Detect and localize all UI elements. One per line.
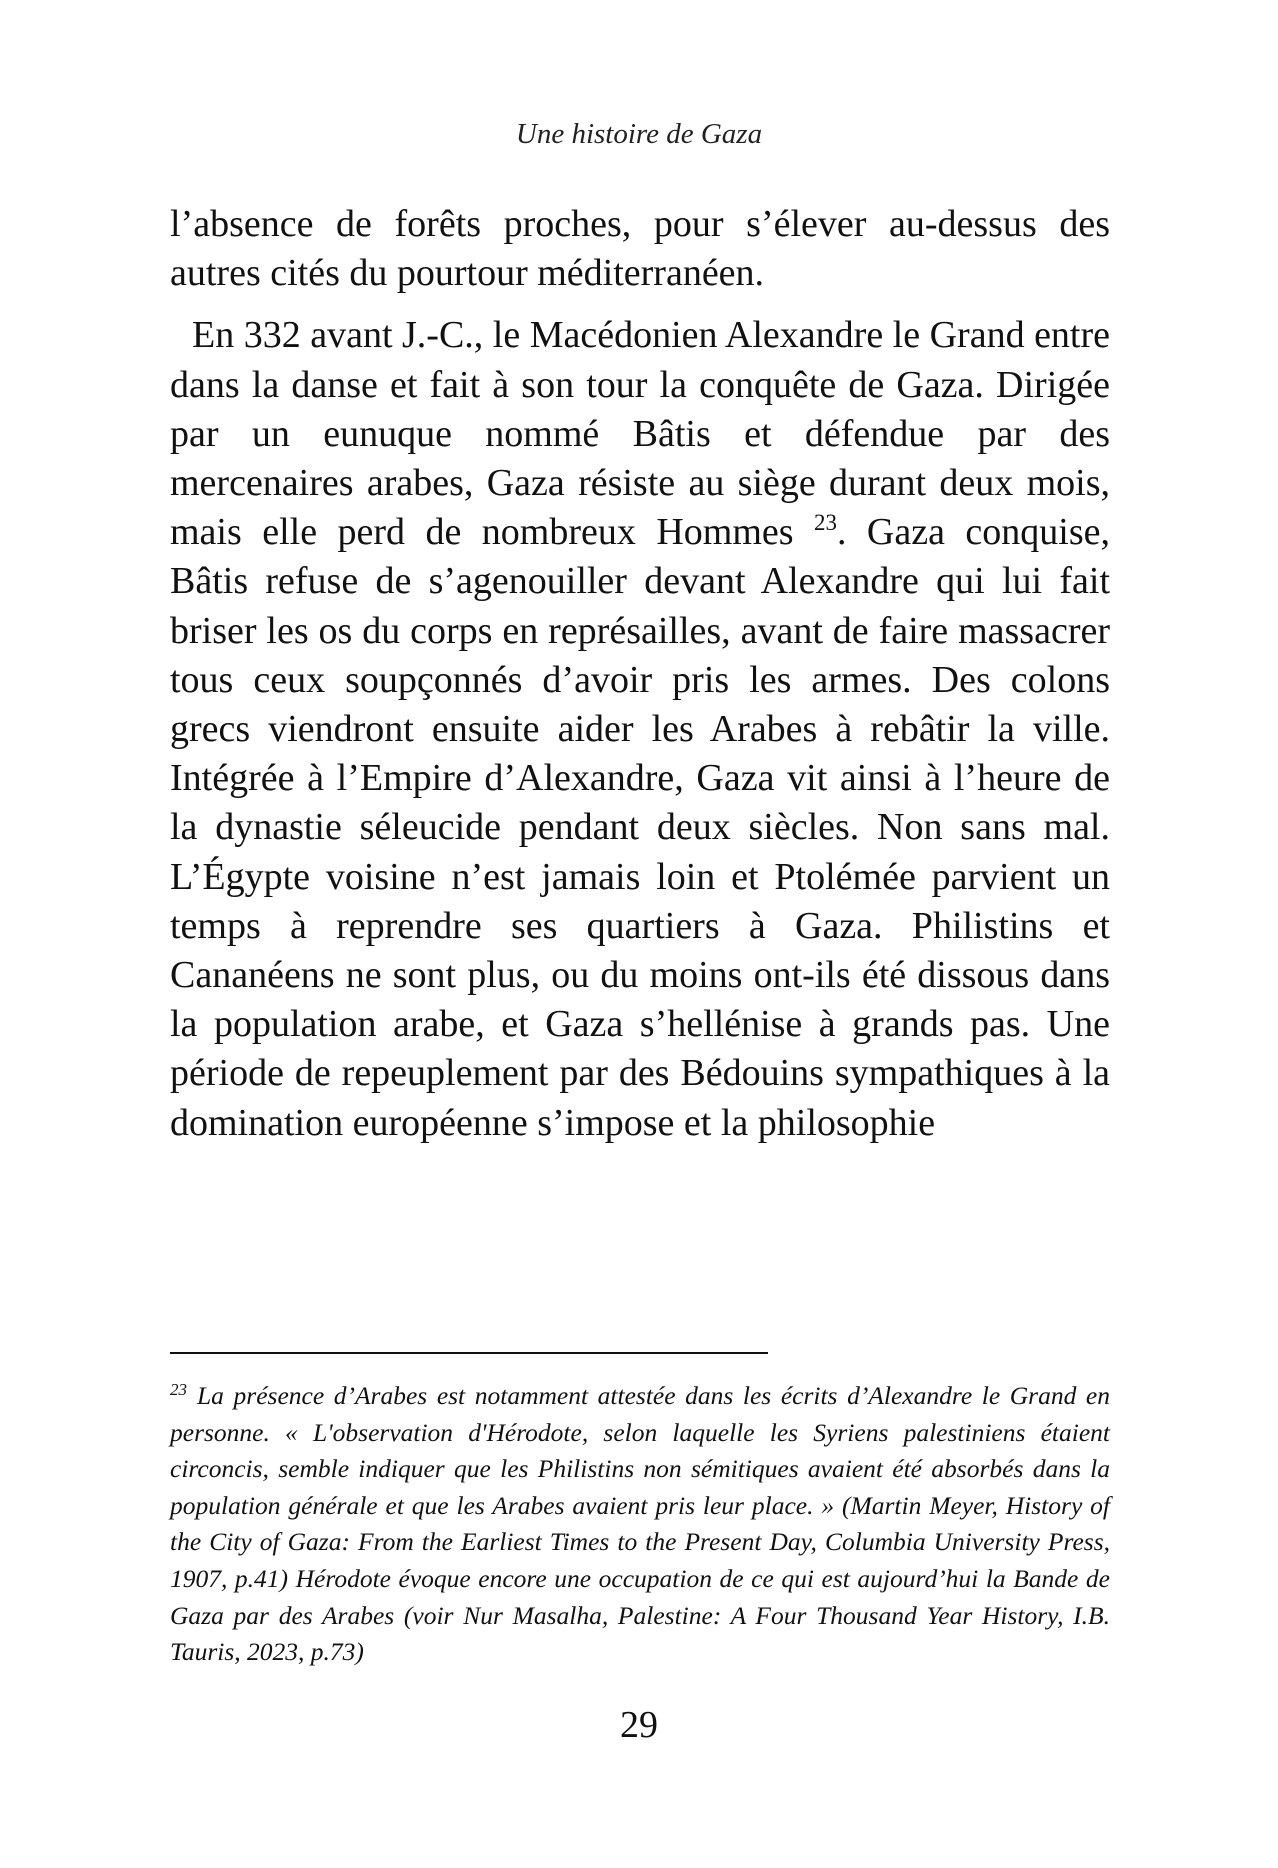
- footnote-reference[interactable]: 23: [813, 510, 837, 536]
- paragraph-text-end: . Gaza conquise, Bâtis refuse de s’agenouiller devant Alexandre qui lui fait briser les os du corps en représailles, avant de faire massacrer tous ceux soupçonnés d’avoir pris les armes. Des colons grecs viendront ensuite aider les Arabes à rebâtir la ville. Intégrée à l’Empire d’Alexandre, Gaza vit ainsi à l’heure de la dynastie séleucide pendant deux siècles. Non sans mal. L’Égypte voisine n’est jamais loin et Ptolémée parvient un temps à reprendre ses quartiers à Gaza. Philistins et Cananéens ne sont plus, ou du moins ont-ils été dissous dans la population arabe, et Gaza s’hellénise à grands pas. Une période de repeuplement par des Bédouins sympathiques à la domination européenne s’impose et la philosophie: [170, 511, 1110, 1144]
- footnote-text: La présence d’Arabes est notamment attestée dans les écrits d’Alexandre le Grand en personne. « L'observation d'Hérodote, selon laquelle les Syriens palestiniens étaient circoncis, semble indiquer que les Philistins non sémitiques avaient été absorbés dans la population générale et que les Arabes avaient pris leur place. » (Martin Meyer, History of the City of Gaza: From the Earliest Times to the Present Day, Columbia University Press, 1907, p.41) Hérodote évoque encore une occupation de ce qui est aujourd’hui la Bande de Gaza par des Arabes (voir Nur Masalha, Palestine: A Four Thousand Year History, I.B. Tauris, 2023, p.73): [170, 1381, 1110, 1667]
- continued-paragraph: l’absence de forêts proches, pour s’élever au-dessus des autres cités du pourtour méditerranéen.: [170, 203, 1110, 295]
- page-number: 29: [620, 1704, 658, 1746]
- paragraph: [170, 311, 1110, 1147]
- running-header: Une histoire de Gaza: [515, 118, 763, 150]
- footnote-number: 23: [170, 1380, 187, 1399]
- body-text: [170, 200, 1110, 1148]
- footnote: [170, 1378, 1110, 1671]
- footnote-separator: [170, 1352, 768, 1354]
- paragraph-text-start: En 332 avant J.-C., le Macédonien Alexandre le Grand entre dans la danse et fait à son tour la conquête de Gaza. Dirigée par un eunuque nommé Bâtis et défendue par des mercenaires arabes, Gaza résiste au siège durant deux mois, mais elle perd de nombreux Hommes: [170, 314, 1111, 554]
